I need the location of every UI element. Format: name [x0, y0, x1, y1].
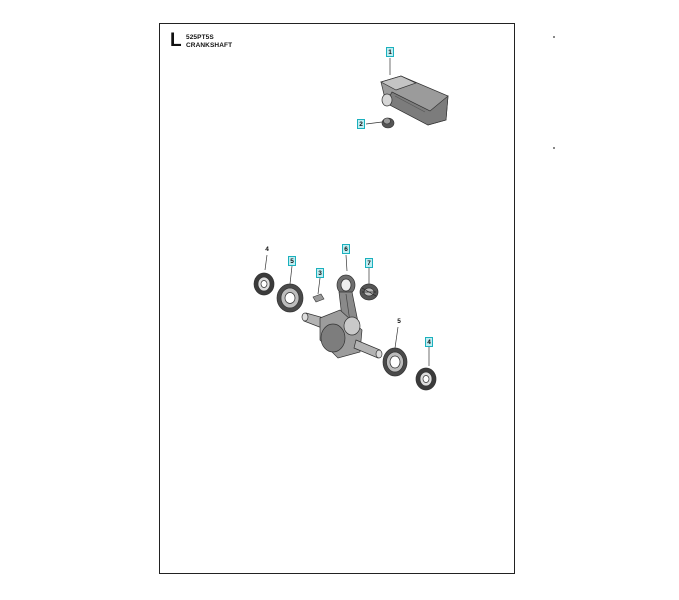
- key-part: [313, 294, 324, 302]
- bearing-right: [383, 348, 407, 376]
- section-letter: L: [170, 30, 182, 51]
- callout-4a[interactable]: 4: [265, 246, 269, 253]
- section-title: CRANKSHAFT: [186, 41, 233, 49]
- model-number: 525PT5S: [186, 34, 214, 41]
- bearing-left: [277, 284, 303, 312]
- seal-left: [254, 273, 274, 295]
- seal-right: [416, 368, 436, 390]
- callout-7[interactable]: 7: [365, 258, 373, 268]
- cover-part: [381, 76, 448, 125]
- needle-bearing: [360, 284, 378, 300]
- screw-part: [382, 118, 394, 128]
- callout-5a[interactable]: 5: [288, 256, 296, 266]
- crankshaft: [302, 310, 382, 358]
- callout-5b[interactable]: 5: [397, 318, 401, 325]
- callout-6[interactable]: 6: [342, 244, 350, 254]
- callout-4b[interactable]: 4: [425, 337, 433, 347]
- callout-1[interactable]: 1: [386, 47, 394, 57]
- callout-2[interactable]: 2: [357, 119, 365, 129]
- callout-3[interactable]: 3: [316, 268, 324, 278]
